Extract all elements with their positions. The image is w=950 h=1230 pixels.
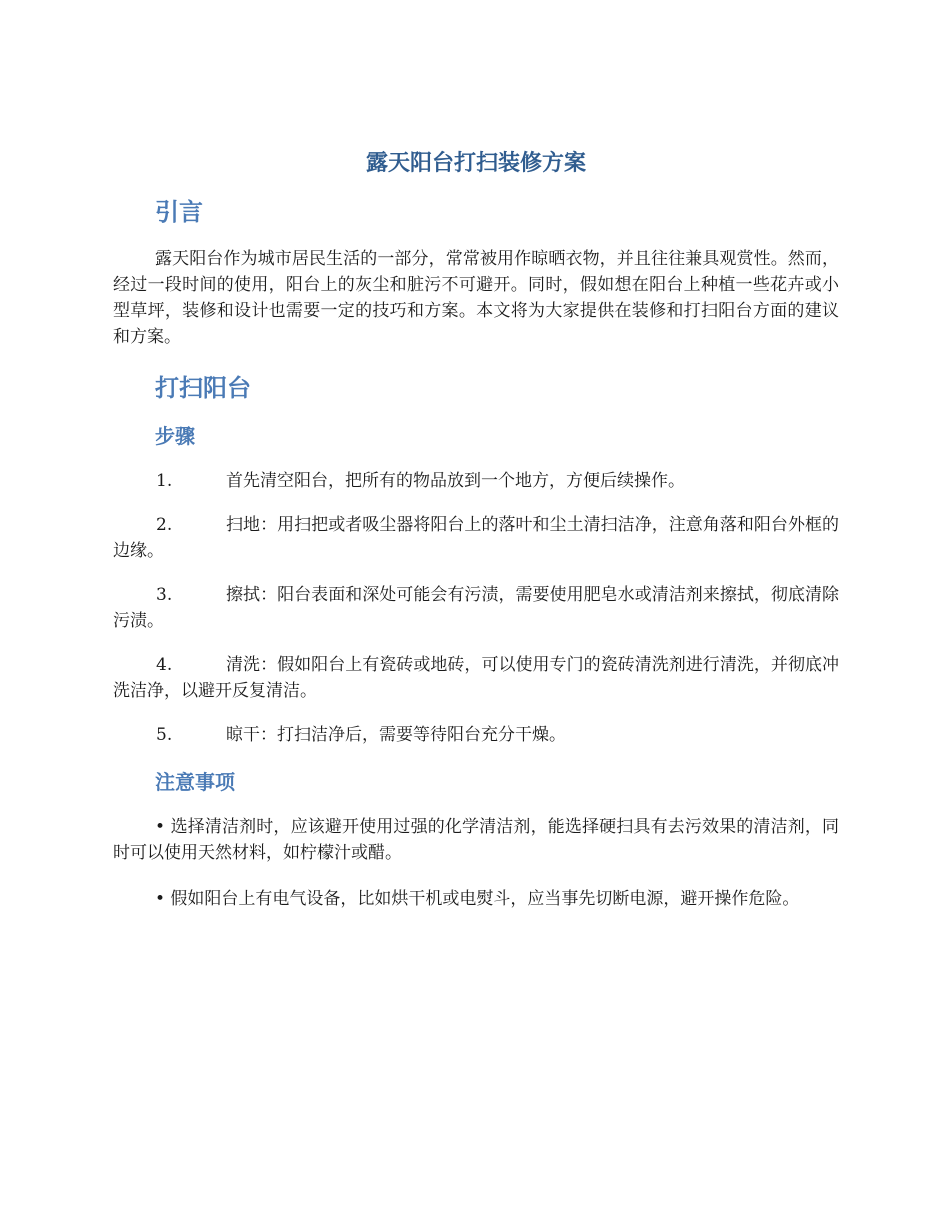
heading-steps: 步骤 xyxy=(155,424,195,448)
step-item xyxy=(113,722,839,748)
step-number: 1. xyxy=(156,471,173,491)
heading-intro: 引言 xyxy=(155,198,203,226)
step-number: 2. xyxy=(156,515,173,535)
note-item: • 选择清洁剂时，应该避开使用过强的化学清洁剂，能选择硬扫具有去污效果的清洁剂，同时可以使用天然材料，如柠檬汁或醋。 xyxy=(113,817,839,863)
step-text: 首先清空阳台，把所有的物品放到一个地方，方便后续操作。 xyxy=(226,471,685,491)
document-title: 露天阳台打扫装修方案 xyxy=(365,151,586,176)
step-text: 晾干：打扫洁净后，需要等待阳台充分干燥。 xyxy=(226,725,566,745)
step-item xyxy=(113,468,839,494)
step-text: 扫地：用扫把或者吸尘器将阳台上的落叶和尘土清扫洁净，注意角落和阳台外框的边缘。 xyxy=(113,515,839,561)
step-item xyxy=(113,512,839,564)
step-item xyxy=(113,582,839,634)
step-number: 4. xyxy=(156,655,173,675)
document-page xyxy=(113,146,839,932)
step-text: 清洗：假如阳台上有瓷砖或地砖，可以使用专门的瓷砖清洗剂进行清洗，并彻底冲洗洁净，以避开反复清洁。 xyxy=(113,655,839,701)
heading-notes: 注意事项 xyxy=(155,770,235,794)
step-number: 5. xyxy=(156,725,173,745)
step-number: 3. xyxy=(156,585,173,605)
heading-cleaning: 打扫阳台 xyxy=(155,374,251,402)
intro-paragraph: 露天阳台作为城市居民生活的一部分，常常被用作晾晒衣物，并且往往兼具观赏性。然而，经过一段时间的使用，阳台上的灰尘和脏污不可避开。同时，假如想在阳台上种植一些花卉或小型草坪，装修和设计也需要一定的技巧和方案。本文将为大家提供在装修和打扫阳台方面的建议和方案。 xyxy=(113,249,839,347)
step-item xyxy=(113,652,839,704)
note-item: • 假如阳台上有电气设备，比如烘干机或电熨斗，应当事先切断电源，避开操作危险。 xyxy=(155,889,800,909)
step-text: 擦拭：阳台表面和深处可能会有污渍，需要使用肥皂水或清洁剂来擦拭，彻底清除污渍。 xyxy=(113,585,839,631)
